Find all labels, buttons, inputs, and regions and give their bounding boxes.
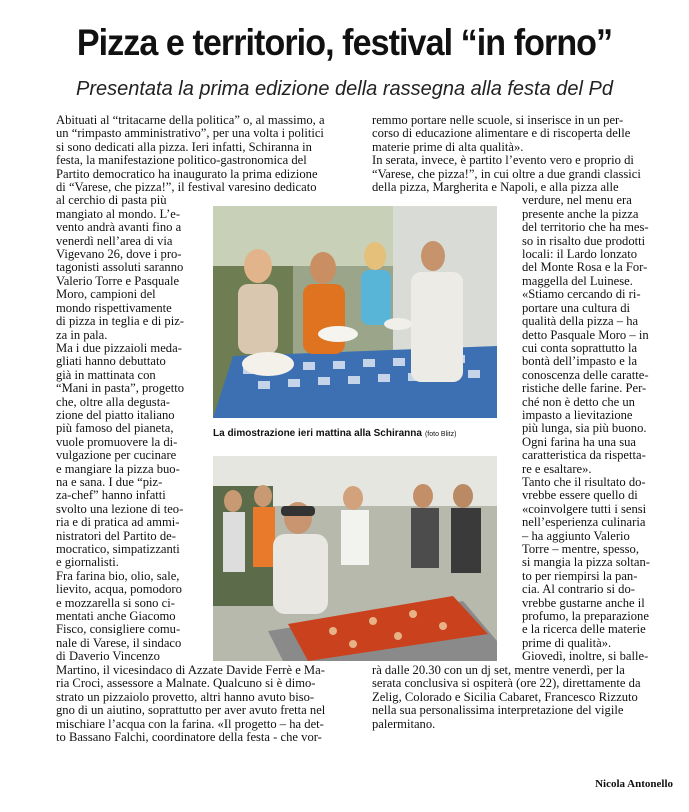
text-line: qualità della pizza – ha (522, 314, 639, 329)
caption-text: La dimostrazione ieri mattina alla Schiranna (213, 428, 422, 439)
text-line: tagonisti assoluti saranno (56, 260, 184, 275)
text-line: In serata, invece, è partito l’evento vero e proprio di (372, 153, 634, 168)
text-line: prime di qualità». (522, 635, 612, 650)
text-line: Partito democratico ha inaugurato la prima edizione (56, 166, 318, 181)
text-line: ché non è detto che un (522, 394, 635, 409)
text-line: Giovedì, inoltre, si balle- (522, 649, 649, 664)
text-line: gno di un aiutino, soprattutto per aver avuto fretta nel (56, 703, 326, 718)
text-line: Moro, campioni del (56, 287, 156, 302)
text-line: to per riempirsi la pan- (522, 568, 638, 583)
text-line: che, oltre alla degusta- (56, 394, 170, 409)
text-line: Fisco, consigliere comu- (56, 622, 181, 637)
text-line: verdure, nel menu era (522, 193, 632, 208)
text-line: – ha aggiunto Valerio (522, 528, 630, 543)
text-line: Vigevano 26, dove i pro- (56, 247, 182, 262)
text-line: un “rimpasto amministrativo”, per una volta i politici (56, 126, 324, 141)
byline: Nicola Antonello (595, 778, 673, 790)
text-line: Ma i due pizzaioli meda- (56, 340, 182, 355)
photo-pizza-demonstration (213, 206, 497, 418)
text-line: vuole promuovere la di- (56, 434, 178, 449)
text-line: al cerchio di pasta più (56, 193, 167, 208)
text-line: mentati anche Giacomo (56, 609, 176, 624)
text-line: vrebbe essere quello di (522, 488, 638, 503)
text-line: portare una cultura di (522, 300, 631, 315)
text-line: Martino, il vicesindaco di Azzate Davide Ferrè e Ma- (56, 663, 325, 677)
text-line: Zelig, Colorado e Sicilia Cabaret, Francesco Rizzuto (372, 689, 638, 704)
text-line: strato un pizzaiolo provetto, altri hanno avuto biso- (56, 689, 315, 704)
article-column-2-bottom (372, 664, 677, 731)
subheadline: Presentata la prima edizione della rassegna alla festa del Pd (76, 78, 613, 100)
photo-pizza-tray (213, 456, 497, 661)
text-line: venerdì nell’area di via (56, 233, 173, 248)
text-line: ria Croci, assessore a Malnate. Qualcuno si è dimo- (56, 676, 316, 691)
text-line: del Monte Rosa e la For- (522, 260, 648, 275)
text-line: si mangia la pizza soltan- (522, 555, 650, 570)
text-line: zione del piatto italiano (56, 407, 175, 422)
text-line: “Mani in pasta”, progetto (56, 381, 184, 396)
text-line: mangiato al mondo. L’e- (56, 206, 181, 221)
text-line: bontà dell’impasto e la (522, 354, 638, 369)
text-line: cui conta soprattutto la (522, 340, 638, 355)
text-line: impasto a lievitazione (522, 407, 633, 422)
text-line: di Daverio Vincenzo (56, 649, 160, 664)
photo-credit: (foto Blitz) (424, 431, 457, 438)
text-line: gliati hanno debuttato (56, 354, 166, 369)
text-line: e la ricerca delle materie (522, 622, 646, 637)
text-line: nell’esperienza culinaria (522, 515, 646, 530)
text-line: mocratico, simpatizzanti (56, 542, 180, 556)
text-line: di “Varese, che pizza!”, il festival varesino dedicato (56, 180, 317, 195)
text-line: e mozzarella si sono ci- (56, 595, 175, 610)
text-line: re e esaltare». (522, 461, 592, 476)
text-line: svolto una lezione di teo- (56, 501, 184, 516)
text-line: Ogni farina ha una sua (522, 434, 637, 449)
text-line: presente anche la pizza (522, 206, 639, 221)
text-line: già in mattinata con (56, 367, 156, 382)
text-line: «Stiamo cercando di ri- (522, 287, 641, 302)
photo-caption (213, 428, 513, 439)
text-line: caratteristica da rispetta- (522, 448, 646, 463)
text-line: lievito, acqua, pomodoro (56, 582, 182, 597)
text-line: palermitano. (372, 716, 436, 731)
text-line: conoscenza delle caratte- (522, 367, 649, 382)
text-line: del territorio che ha mes- (522, 220, 649, 235)
article-column-1-bottom (56, 664, 366, 744)
text-line: corso di educazione alimentare e di riscoperta delle (372, 126, 631, 141)
text-line: ria e di pratica ad ammi- (56, 515, 180, 530)
text-line: ristiche delle farine. Per- (522, 381, 647, 396)
text-line: serata conclusiva si ospiterà (ore 22), direttamente da (372, 676, 641, 691)
text-line: remmo portare nelle scuole, si inserisce in un per- (372, 113, 624, 127)
text-line: locali: il Lardo lonzato (522, 247, 638, 262)
text-line: mondo rispettivamente (56, 300, 172, 315)
text-line: Valerio Torre e Pasquale (56, 273, 180, 288)
text-line: rà dalle 20.30 con un dj set, mentre venerdì, per la (372, 663, 625, 677)
text-line: «coinvolgere tutti i sensi (522, 501, 647, 516)
text-line: più lunga, sia più buono. (522, 421, 647, 436)
text-line: e mangiare la pizza buo- (56, 461, 180, 476)
text-line: na e sana. I due “piz- (56, 474, 163, 489)
text-line: za-chef” hanno infatti (56, 488, 166, 503)
text-line: Torre – mentre, spesso, (522, 542, 639, 556)
text-line: Abituati al “tritacarne della politica” o, al massimo, a (56, 113, 325, 127)
text-line: “Varese, che pizza!”, in cui oltre a due grandi classici (372, 166, 641, 181)
text-line: vento andrà avanti fino a (56, 220, 182, 235)
text-line: festa, la manifestazione politico-gastronomica del (56, 153, 307, 168)
text-line: cia. Al contrario si do- (522, 582, 635, 597)
text-line: to Bassano Falchi, coordinatore della festa - che vor- (56, 730, 322, 745)
text-line: mischiare l’acqua con la farina. «Il progetto – ha det- (56, 716, 324, 731)
text-line: detto Pasquale Moro – in (522, 327, 649, 342)
text-line: so in risalto due prodotti (522, 233, 646, 248)
text-line: profumo, la preparazione (522, 609, 649, 624)
text-line: e giornalisti. (56, 555, 119, 570)
text-line: di pizza in teglia e di piz- (56, 314, 184, 329)
text-line: materie prime di alta qualità». (372, 139, 524, 154)
text-line: nella sua personalissima interpretazione del vigile (372, 703, 624, 718)
text-line: nistratori del Partito de- (56, 528, 176, 543)
text-line: Tanto che il risultato do- (522, 474, 646, 489)
text-line: della pizza, Margherita e Napoli, e alla pizza alle (372, 180, 619, 195)
text-line: più famoso del pianeta, (56, 421, 174, 436)
text-line: vrebbe gustarne anche il (522, 595, 645, 610)
text-line: Fra farina bio, olio, sale, (56, 568, 180, 583)
headline: Pizza e territorio, festival “in forno” (76, 22, 613, 63)
text-line: si sono dedicati alla pizza. Ieri infatti, Schiranna in (56, 139, 312, 154)
text-line: maggella del Luinese. (522, 273, 633, 288)
text-line: za in pala. (56, 327, 108, 342)
text-line: nale di Varese, il sindaco (56, 635, 182, 650)
text-line: vulgazione per cucinare (56, 448, 177, 463)
